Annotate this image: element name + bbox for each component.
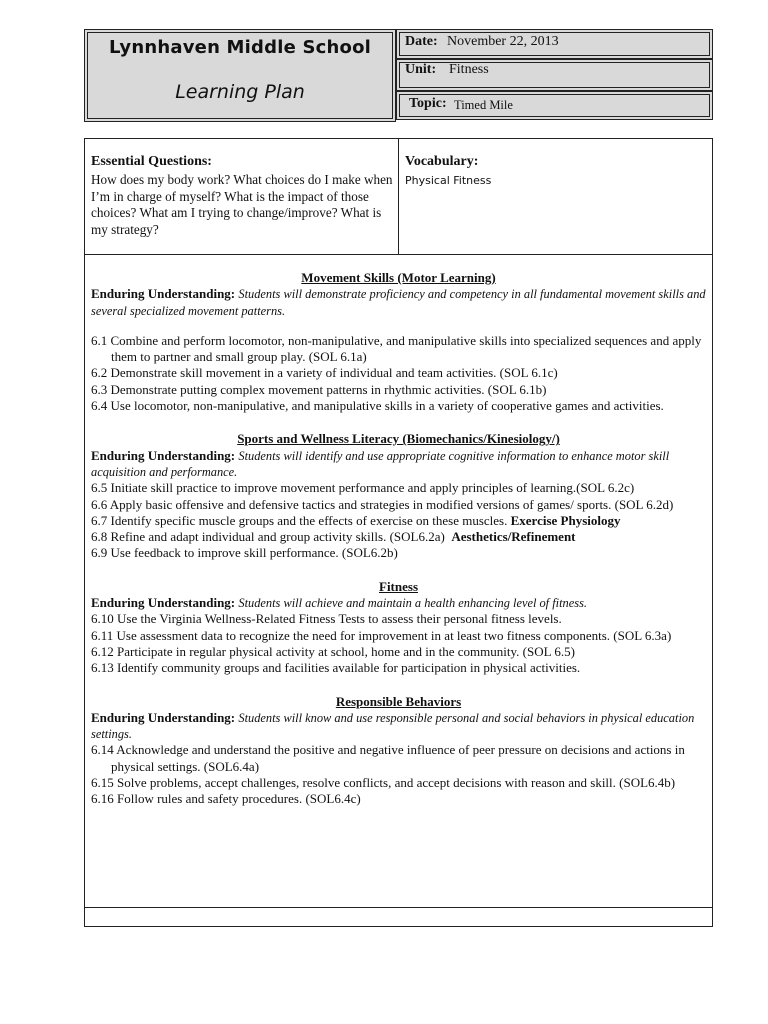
list-item: 6.11 Use assessment data to recognize the need for improvement in at least two fitness components. (SOL 6.3a) [91,627,672,643]
enduring-understanding [91,595,706,611]
row-divider [85,254,712,255]
section-title-sports: Sports and Wellness Literacy (Biomechanics/Kinesiology/) [237,431,560,447]
standards-list [91,333,706,414]
list-item: 6.9 Use feedback to improve skill performance. (SOL6.2b) [91,545,398,561]
date-row [396,29,713,59]
standards-list [91,742,706,807]
header-info-box [396,29,713,120]
eu-text: Students will achieve and maintain a health enhancing level of fitness. [238,596,587,611]
vocabulary-text: Physical Fitness [405,174,492,187]
eu-label: Enduring Understanding: [91,595,236,611]
eu-text: Students will identify and use appropriate cognitive information to enhance motor skill acquisition and performance. [91,448,670,479]
section-title-movement: Movement Skills (Motor Learning) [301,270,496,285]
standards-content [91,270,706,808]
eu-label: Enduring Understanding: [91,286,236,302]
unit-value: Fitness [449,62,489,77]
eu-text: Students will demonstrate proficiency and competency in all fundamental movement skills and several specialized movement patterns. [91,287,706,318]
unit-row [396,59,713,91]
list-item [91,529,706,545]
list-item: 6.2 Demonstrate skill movement in a variety of individual and team activities. (SOL 6.1c) [91,365,558,381]
enduring-understanding [91,286,706,319]
topic-label: Topic: [409,96,447,111]
item-strand: Aesthetics/Refinement [451,529,576,545]
header-title-box [84,29,396,122]
list-item: 6.12 Participate in regular physical activity at school, home and in the community. (SOL 6.5) [91,643,575,659]
standards-list [91,480,706,561]
enduring-understanding [91,448,706,481]
learning-plan-table [84,138,713,927]
date-label: Date: [405,34,438,49]
unit-label: Unit: [405,62,437,77]
list-item: 6.4 Use locomotor, non-manipulative, and manipulative skills in a variety of cooperative games and activities. [91,398,664,414]
item-text: 6.7 Identify specific muscle groups and the effects of exercise on these muscles. [91,512,508,528]
standards-list [91,611,706,676]
enduring-understanding [91,710,706,743]
list-item: 6.5 Initiate skill practice to improve movement performance and apply principles of learning.(SOL 6.2c) [91,480,635,496]
school-name: Lynnhaven Middle School [108,37,372,58]
section-title-fitness: Fitness [379,578,418,594]
list-item: 6.1 Combine and perform locomotor, non-manipulative, and manipulative skills into specialized sequences and apply them to partner and small group play. (SOL 6.1a) [91,332,702,365]
eu-label: Enduring Understanding: [91,709,236,725]
footer-divider [85,907,712,908]
list-item: 6.6 Apply basic offensive and defensive tactics and strategies in modified versions of games/ sports. (SOL 6.2d) [91,496,674,512]
list-item: 6.13 Identify community groups and facilities available for participation in physical activities. [91,660,581,676]
list-item: 6.15 Solve problems, accept challenges, resolve conflicts, and accept decisions with reason and skill. (SOL6.4b) [91,775,676,791]
vocabulary-title: Vocabulary: [405,154,479,169]
essential-questions-title: Essential Questions: [91,154,212,169]
list-item: 6.14 Acknowledge and understand the positive and negative influence of peer pressure on decisions and actions in physical settings. (SOL6.4a) [91,742,685,774]
section-title-responsible: Responsible Behaviors [335,693,462,709]
topic-row [396,91,713,120]
plan-title: Learning Plan [175,81,305,103]
column-divider [398,139,399,254]
list-item: 6.16 Follow rules and safety procedures. (SOL6.4c) [91,791,361,807]
eu-label: Enduring Understanding: [91,447,236,463]
list-item: 6.3 Demonstrate putting complex movement patterns in rhythmic activities. (SOL 6.1b) [91,381,547,397]
item-text: 6.8 Refine and adapt individual and group activity skills. (SOL6.2a) [91,529,445,545]
date-value: November 22, 2013 [447,34,559,49]
topic-value: Timed Mile [454,98,513,112]
list-item [91,513,706,529]
list-item: 6.10 Use the Virginia Wellness-Related Fitness Tests to assess their personal fitness levels. [91,611,562,627]
item-strand: Exercise Physiology [510,512,621,528]
eu-text: Students will know and use responsible personal and social behaviors in physical education settings. [91,710,695,742]
essential-questions-text: How does my body work? What choices do I make when I’m in charge of myself? What is the impact of those choices? What am I trying to change/improve? What is my strategy? [91,172,393,237]
